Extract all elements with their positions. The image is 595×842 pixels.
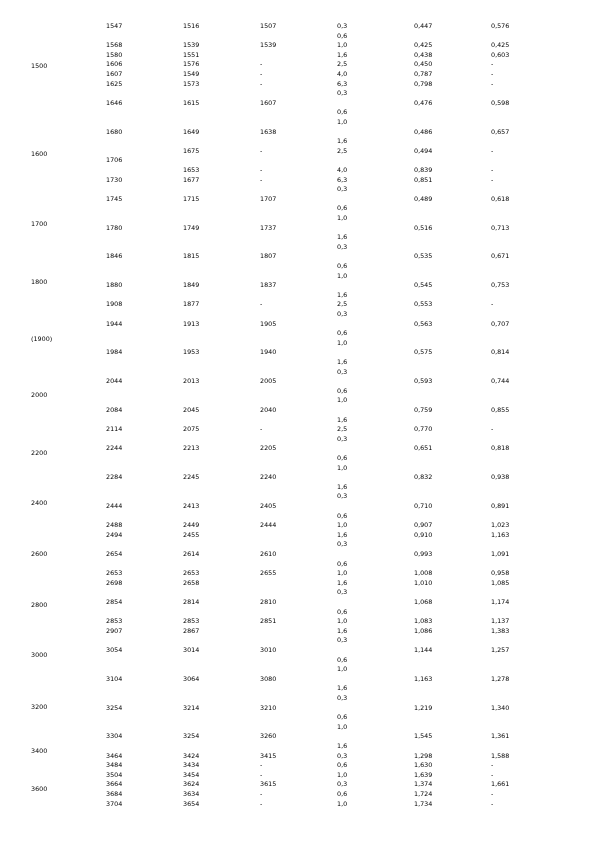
- table-cell-c5: 1,086: [414, 626, 433, 635]
- table-cell-c6: -: [491, 60, 494, 69]
- table-cell-c1: 2488: [106, 521, 123, 530]
- table-cell-c5: 0,787: [414, 70, 433, 78]
- table-cell-c5: 0,425: [414, 41, 433, 50]
- table-cell-c4: 2,5: [337, 300, 348, 309]
- table-cell-c1: 2284: [106, 473, 123, 482]
- table-cell-c4: 1,6: [337, 626, 348, 635]
- table-cell-c4: 0,6: [337, 761, 348, 770]
- table-cell-c3: 3415: [260, 751, 277, 760]
- group-label: 3600: [31, 785, 48, 793]
- table-cell-c4: 0,3: [337, 310, 348, 318]
- table-cell-c4: 1,6: [337, 684, 348, 693]
- group-label: 1500: [31, 62, 48, 70]
- table-cell-c3: 1905: [260, 319, 277, 328]
- table-cell-c4: 0,6: [337, 329, 348, 338]
- table-cell-c6: -: [491, 175, 494, 184]
- table-cell-c4: 0,6: [337, 790, 348, 798]
- table-cell-c2: 1675: [183, 146, 200, 155]
- group-label: 2800: [31, 601, 48, 609]
- table-cell-c6: -: [491, 166, 494, 174]
- table-cell-c3: 3080: [260, 674, 277, 683]
- table-cell-c3: 2444: [260, 521, 277, 530]
- table-cell-c3: -: [260, 761, 263, 770]
- table-cell-c6: 1,257: [491, 646, 510, 654]
- table-cell-c5: 0,553: [414, 300, 433, 309]
- table-cell-c2: 2867: [183, 626, 200, 635]
- table-cell-c4: 0,6: [337, 559, 348, 568]
- table-cell-c4: 1,0: [337, 770, 348, 779]
- table-cell-c5: 0,563: [414, 319, 433, 328]
- table-cell-c1: 1780: [106, 223, 123, 232]
- table-cell-c2: 2455: [183, 530, 200, 539]
- table-cell-c2: 3624: [183, 780, 200, 789]
- table-cell-c4: 1,0: [337, 799, 348, 808]
- table-cell-c3: 2005: [260, 377, 277, 386]
- table-cell-c5: 0,910: [414, 530, 433, 539]
- table-cell-c6: 1,278: [491, 674, 510, 683]
- group-label: 3400: [31, 747, 48, 755]
- table-cell-c4: 1,0: [337, 214, 348, 222]
- table-cell-c5: 0,450: [414, 60, 433, 69]
- table-cell-c4: 0,3: [337, 367, 348, 376]
- table-cell-c4: 0,3: [337, 434, 348, 443]
- table-cell-c4: 2,5: [337, 60, 348, 69]
- table-cell-c4: 1,6: [337, 50, 348, 59]
- table-cell-c2: 1551: [183, 50, 200, 59]
- table-cell-c4: 0,3: [337, 780, 348, 789]
- table-cell-c1: 1568: [106, 41, 123, 50]
- table-cell-c4: 0,3: [337, 540, 348, 549]
- table-cell-c6: 1,174: [491, 598, 510, 606]
- table-cell-c3: -: [260, 770, 263, 779]
- table-cell-c4: 1,6: [337, 233, 348, 242]
- table-cell-c4: 1,0: [337, 118, 348, 126]
- table-cell-c3: 3615: [260, 780, 277, 789]
- table-cell-c2: 3254: [183, 732, 200, 741]
- table-cell-c1: 1908: [106, 300, 123, 309]
- table-cell-c6: 0,744: [491, 377, 510, 386]
- table-cell-c4: 0,6: [337, 454, 348, 462]
- table-cell-c6: 0,818: [491, 444, 510, 453]
- table-cell-c5: 0,839: [414, 166, 433, 174]
- table-cell-c5: 0,770: [414, 425, 433, 434]
- table-cell-c5: 0,851: [414, 175, 433, 184]
- table-cell-c1: 3484: [106, 761, 123, 770]
- table-cell-c6: -: [491, 70, 494, 78]
- table-cell-c1: 1846: [106, 252, 123, 261]
- table-cell-c2: 1715: [183, 194, 200, 203]
- table-cell-c6: -: [491, 300, 494, 309]
- table-cell-c3: 2405: [260, 502, 277, 510]
- table-cell-c3: -: [260, 300, 263, 309]
- table-cell-c2: 2658: [183, 578, 200, 587]
- table-cell-c4: 2,5: [337, 425, 348, 434]
- table-cell-c1: 1984: [106, 348, 123, 357]
- table-cell-c6: 0,671: [491, 252, 510, 261]
- table-cell-c6: -: [491, 770, 494, 779]
- table-cell-c2: 1549: [183, 70, 200, 78]
- table-cell-c3: 1807: [260, 252, 277, 261]
- table-cell-c2: 3634: [183, 790, 200, 798]
- group-label: 1800: [31, 278, 48, 286]
- table-cell-c4: 0,3: [337, 751, 348, 760]
- table-cell-c3: -: [260, 60, 263, 69]
- table-cell-c6: 0,891: [491, 502, 510, 510]
- table-cell-c1: 2853: [106, 617, 123, 626]
- table-cell-c5: 1,724: [414, 790, 433, 798]
- table-cell-c1: 1646: [106, 98, 123, 107]
- table-cell-c1: 1944: [106, 319, 123, 328]
- table-cell-c3: 2810: [260, 598, 277, 606]
- table-cell-c4: 0,3: [337, 22, 348, 30]
- table-cell-c4: 1,0: [337, 617, 348, 626]
- table-cell-c1: 1607: [106, 70, 123, 78]
- table-cell-c6: 0,576: [491, 22, 510, 30]
- table-cell-c6: 1,361: [491, 732, 510, 741]
- table-cell-c3: -: [260, 790, 263, 798]
- table-cell-c5: 0,907: [414, 521, 433, 530]
- table-cell-c6: 0,713: [491, 223, 510, 232]
- table-cell-c4: 0,6: [337, 204, 348, 213]
- table-cell-c4: 1,0: [337, 271, 348, 280]
- table-cell-c5: 0,516: [414, 223, 433, 232]
- table-cell-c5: 0,489: [414, 194, 433, 203]
- table-cell-c6: 0,657: [491, 127, 510, 136]
- table-cell-c4: 1,6: [337, 530, 348, 539]
- table-cell-c6: 0,618: [491, 194, 510, 203]
- table-cell-c1: 2494: [106, 530, 123, 539]
- table-cell-c3: 2610: [260, 550, 277, 558]
- table-cell-c1: 3504: [106, 770, 123, 779]
- table-cell-c6: -: [491, 79, 494, 88]
- table-cell-c4: 1,6: [337, 137, 348, 146]
- table-cell-c4: 1,0: [337, 338, 348, 347]
- group-label: 3000: [31, 651, 48, 659]
- group-label: 3200: [31, 703, 48, 711]
- table-cell-c2: 3654: [183, 799, 200, 808]
- table-cell-c6: 1,163: [491, 530, 510, 539]
- table-cell-c2: 2413: [183, 502, 200, 510]
- table-cell-c5: 0,447: [414, 22, 433, 30]
- table-cell-c3: -: [260, 146, 263, 155]
- table-cell-c2: 2614: [183, 550, 200, 558]
- table-cell-c6: 0,814: [491, 348, 510, 357]
- table-cell-c4: 2,5: [337, 146, 348, 155]
- table-cell-c4: 1,6: [337, 482, 348, 491]
- table-cell-c2: 3434: [183, 761, 200, 770]
- table-cell-c2: 1516: [183, 22, 200, 30]
- table-cell-c3: 3260: [260, 732, 277, 741]
- table-cell-c6: 0,425: [491, 41, 510, 50]
- table-cell-c2: 3424: [183, 751, 200, 760]
- group-label: 1600: [31, 150, 48, 158]
- table-cell-c1: 3254: [106, 703, 123, 712]
- table-cell-c1: 2084: [106, 406, 123, 414]
- table-cell-c5: 1,083: [414, 617, 433, 626]
- table-cell-c5: 1,008: [414, 569, 433, 578]
- table-cell-c6: 0,603: [491, 50, 510, 59]
- table-cell-c3: 1507: [260, 22, 277, 30]
- table-cell-c5: 1,068: [414, 598, 433, 606]
- table-cell-c1: 3464: [106, 751, 123, 760]
- table-cell-c1: 1706: [106, 156, 123, 165]
- table-cell-c1: 3704: [106, 799, 123, 808]
- table-cell-c4: 0,6: [337, 31, 348, 40]
- table-cell-c5: 0,575: [414, 348, 433, 357]
- table-cell-c4: 1,0: [337, 569, 348, 578]
- table-cell-c4: 6,3: [337, 175, 348, 184]
- table-cell-c2: 2853: [183, 617, 200, 626]
- table-cell-c4: 1,0: [337, 396, 348, 405]
- table-cell-c3: 1940: [260, 348, 277, 357]
- table-cell-c6: 0,707: [491, 319, 510, 328]
- table-cell-c6: -: [491, 790, 494, 798]
- table-cell-c3: 1539: [260, 41, 277, 50]
- table-cell-c3: 2655: [260, 569, 277, 578]
- table-cell-c1: 1680: [106, 127, 123, 136]
- table-cell-c5: 0,438: [414, 50, 433, 59]
- table-cell-c2: 2045: [183, 406, 200, 414]
- table-cell-c4: 1,0: [337, 665, 348, 674]
- table-cell-c1: 2244: [106, 444, 123, 453]
- table-cell-c2: 1677: [183, 175, 200, 184]
- table-cell-c5: 0,651: [414, 444, 433, 453]
- group-label: 2000: [31, 391, 48, 399]
- table-cell-c2: 2814: [183, 598, 200, 606]
- table-cell-c4: 0,6: [337, 713, 348, 722]
- table-cell-c6: -: [491, 425, 494, 434]
- table-cell-c4: 4,0: [337, 70, 348, 78]
- table-cell-c6: 0,938: [491, 473, 510, 482]
- table-cell-c4: 0,3: [337, 185, 348, 194]
- table-cell-c5: 0,545: [414, 281, 433, 290]
- table-cell-c4: 0,3: [337, 636, 348, 645]
- table-cell-c1: 1580: [106, 50, 123, 59]
- table-cell-c5: 1,630: [414, 761, 433, 770]
- table-cell-c1: 1880: [106, 281, 123, 290]
- table-cell-c3: 2240: [260, 473, 277, 482]
- table-cell-c4: 0,3: [337, 89, 348, 98]
- table-cell-c2: 1649: [183, 127, 200, 136]
- table-cell-c2: 1576: [183, 60, 200, 69]
- table-cell-c1: 2044: [106, 377, 123, 386]
- table-cell-c2: 2653: [183, 569, 200, 578]
- group-label: 1700: [31, 220, 48, 228]
- table-cell-c2: 3064: [183, 674, 200, 683]
- table-cell-c4: 1,0: [337, 722, 348, 731]
- table-cell-c5: 1,545: [414, 732, 433, 741]
- table-cell-c5: 1,374: [414, 780, 433, 789]
- table-cell-c1: 2654: [106, 550, 123, 558]
- table-cell-c2: 2213: [183, 444, 200, 453]
- table-cell-c4: 0,6: [337, 262, 348, 270]
- table-cell-c2: 2245: [183, 473, 200, 482]
- table-cell-c1: 2907: [106, 626, 123, 635]
- table-cell-c6: 1,091: [491, 550, 510, 558]
- table-cell-c5: 0,993: [414, 550, 433, 558]
- table-cell-c1: 1625: [106, 79, 123, 88]
- table-cell-c3: 1638: [260, 127, 277, 136]
- table-cell-c3: 1837: [260, 281, 277, 290]
- table-cell-c5: 0,593: [414, 377, 433, 386]
- table-cell-c3: 1607: [260, 98, 277, 107]
- table-cell-c4: 1,0: [337, 521, 348, 530]
- table-cell-c5: 0,710: [414, 502, 433, 510]
- table-cell-c1: 2444: [106, 502, 123, 510]
- table-cell-c1: 1745: [106, 194, 123, 203]
- table-cell-c4: 0,3: [337, 492, 348, 501]
- table-cell-c6: 1,588: [491, 751, 510, 760]
- table-cell-c6: 0,855: [491, 406, 510, 414]
- table-cell-c4: 0,6: [337, 607, 348, 616]
- group-label: 2600: [31, 550, 48, 558]
- table-cell-c1: 1730: [106, 175, 123, 184]
- table-cell-c6: -: [491, 146, 494, 155]
- table-cell-c4: 0,6: [337, 511, 348, 520]
- table-cell-c3: 1737: [260, 223, 277, 232]
- table-cell-c6: 0,753: [491, 281, 510, 290]
- table-cell-c6: 1,137: [491, 617, 510, 626]
- table-cell-c6: 1,383: [491, 626, 510, 635]
- table-cell-c6: 1,023: [491, 521, 510, 530]
- table-cell-c2: 3014: [183, 646, 200, 654]
- table-cell-c3: 3210: [260, 703, 277, 712]
- table-cell-c2: 3214: [183, 703, 200, 712]
- table-cell-c4: 1,0: [337, 41, 348, 50]
- table-cell-c4: 4,0: [337, 166, 348, 174]
- table-cell-c6: -: [491, 761, 494, 770]
- table-cell-c2: 2075: [183, 425, 200, 434]
- table-cell-c2: 1615: [183, 98, 200, 107]
- table-cell-c5: 1,639: [414, 770, 433, 779]
- table-cell-c5: 1,010: [414, 578, 433, 587]
- table-cell-c2: 1913: [183, 319, 200, 328]
- table-cell-c1: 2698: [106, 578, 123, 587]
- table-cell-c3: -: [260, 175, 263, 184]
- table-cell-c6: 1,340: [491, 703, 510, 712]
- group-label: 2200: [31, 449, 48, 457]
- table-cell-c1: 3664: [106, 780, 123, 789]
- table-cell-c1: 3054: [106, 646, 123, 654]
- table-cell-c4: 0,3: [337, 588, 348, 597]
- table-cell-c3: 3010: [260, 646, 277, 654]
- table-cell-c2: 2449: [183, 521, 200, 530]
- table-cell-c1: 2114: [106, 425, 123, 434]
- table-cell-c1: 1547: [106, 22, 123, 30]
- table-cell-c2: 1749: [183, 223, 200, 232]
- table-cell-c1: 3304: [106, 732, 123, 741]
- table-cell-c4: 1,6: [337, 415, 348, 424]
- table-cell-c4: 0,6: [337, 655, 348, 664]
- table-cell-c6: 1,661: [491, 780, 510, 789]
- table-cell-c2: 1815: [183, 252, 200, 261]
- table-cell-c4: 1,0: [337, 463, 348, 472]
- table-cell-c1: 3684: [106, 790, 123, 798]
- table-cell-c5: 0,832: [414, 473, 433, 482]
- table-cell-c5: 0,494: [414, 146, 433, 155]
- table-cell-c1: 1606: [106, 60, 123, 69]
- table-cell-c5: 1,219: [414, 703, 433, 712]
- table-cell-c3: -: [260, 79, 263, 88]
- table-cell-c4: 0,3: [337, 242, 348, 251]
- table-cell-c4: 0,6: [337, 386, 348, 395]
- table-cell-c3: 2851: [260, 617, 277, 626]
- table-cell-c5: 0,535: [414, 252, 433, 261]
- table-cell-c2: 1653: [183, 166, 200, 174]
- table-cell-c5: 1,734: [414, 799, 433, 808]
- group-label: 2400: [31, 499, 48, 507]
- table-cell-c4: 1,6: [337, 742, 348, 750]
- group-label: (1900): [31, 335, 53, 343]
- table-cell-c3: 2205: [260, 444, 277, 453]
- table-cell-c6: -: [491, 799, 494, 808]
- table-cell-c5: 0,476: [414, 98, 433, 107]
- table-cell-c3: 2040: [260, 406, 277, 414]
- table-cell-c3: -: [260, 425, 263, 434]
- table-cell-c4: 0,3: [337, 694, 348, 702]
- table-cell-c4: 6,3: [337, 79, 348, 88]
- table-cell-c5: 1,298: [414, 751, 433, 760]
- table-cell-c6: 0,958: [491, 569, 510, 578]
- table-cell-c4: 0,6: [337, 108, 348, 117]
- table-cell-c2: 1539: [183, 41, 200, 50]
- table-cell-c5: 0,759: [414, 406, 433, 414]
- table-cell-c1: 2854: [106, 598, 123, 606]
- table-cell-c2: 1953: [183, 348, 200, 357]
- table-cell-c1: 3104: [106, 674, 123, 683]
- table-cell-c3: -: [260, 799, 263, 808]
- table-cell-c4: 1,6: [337, 578, 348, 587]
- table-cell-c1: 2653: [106, 569, 123, 578]
- table-cell-c2: 1573: [183, 79, 200, 88]
- table-cell-c6: 0,598: [491, 98, 510, 107]
- table-cell-c5: 0,486: [414, 127, 433, 136]
- table-cell-c3: -: [260, 166, 263, 174]
- table-cell-c3: 1707: [260, 194, 277, 203]
- table-cell-c2: 2013: [183, 377, 200, 386]
- table-cell-c6: 1,085: [491, 578, 510, 587]
- table-cell-c2: 3454: [183, 770, 200, 779]
- table-cell-c2: 1849: [183, 281, 200, 290]
- table-cell-c3: -: [260, 70, 263, 78]
- table-cell-c4: 1,6: [337, 290, 348, 299]
- table-cell-c5: 0,798: [414, 79, 433, 88]
- table-cell-c5: 1,144: [414, 646, 433, 654]
- table-cell-c5: 1,163: [414, 674, 433, 683]
- table-cell-c4: 1,6: [337, 358, 348, 366]
- table-cell-c2: 1877: [183, 300, 200, 309]
